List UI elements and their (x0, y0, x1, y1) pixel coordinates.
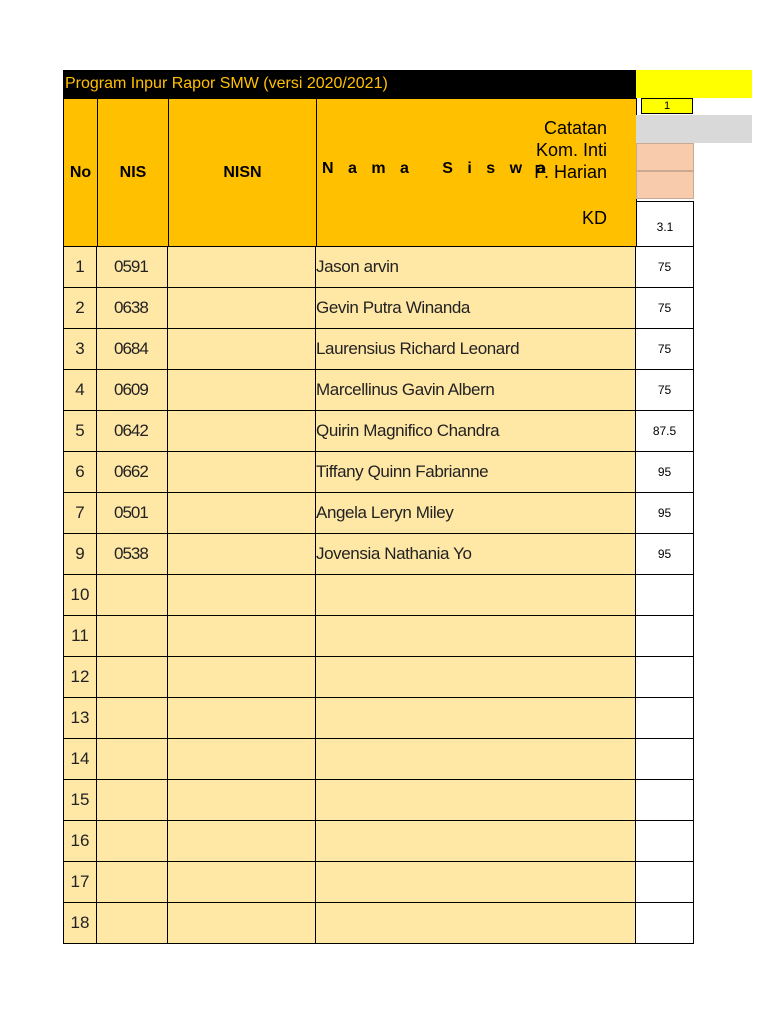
cell-score[interactable]: 75 (636, 329, 694, 370)
table-row (63, 862, 695, 903)
header-kom-inti: Kom. Inti (535, 140, 607, 160)
cell-no[interactable]: 6 (63, 452, 97, 493)
table-row (63, 739, 695, 780)
cell-nisn[interactable] (168, 739, 316, 780)
table-row (63, 534, 695, 575)
cell-student-name[interactable] (316, 821, 636, 862)
cell-score[interactable] (636, 698, 694, 739)
cell-nis[interactable] (97, 903, 168, 944)
cell-no[interactable]: 16 (63, 821, 97, 862)
cell-student-name[interactable]: Quirin Magnifico Chandra (316, 411, 636, 452)
cell-score[interactable]: 95 (636, 493, 694, 534)
cell-nisn[interactable] (168, 698, 316, 739)
cell-student-name[interactable]: Laurensius Richard Leonard (316, 329, 636, 370)
cell-nisn[interactable] (168, 452, 316, 493)
cell-nisn[interactable] (168, 534, 316, 575)
header-no[interactable] (63, 98, 98, 247)
cell-student-name[interactable]: Marcellinus Gavin Albern (316, 370, 636, 411)
cell-no[interactable]: 5 (63, 411, 97, 452)
cell-nis[interactable] (97, 575, 168, 616)
table-row (63, 452, 695, 493)
cell-no[interactable]: 18 (63, 903, 97, 944)
cell-student-name[interactable] (316, 698, 636, 739)
cell-student-name[interactable]: Jovensia Nathania Yo (316, 534, 636, 575)
cell-nisn[interactable] (168, 329, 316, 370)
cell-score[interactable]: 75 (636, 370, 694, 411)
cell-score[interactable] (636, 739, 694, 780)
cell-no[interactable]: 1 (63, 247, 97, 288)
cell-score[interactable]: 87.5 (636, 411, 694, 452)
cell-nis[interactable] (97, 616, 168, 657)
cell-nis[interactable]: 0609 (97, 370, 168, 411)
table-row (63, 247, 695, 288)
cell-student-name[interactable]: Jason arvin (316, 247, 636, 288)
cell-student-name[interactable] (316, 575, 636, 616)
cell-score[interactable] (636, 657, 694, 698)
cell-nis[interactable]: 0501 (97, 493, 168, 534)
cell-no[interactable]: 13 (63, 698, 97, 739)
header-no-label: No (69, 163, 92, 181)
cell-student-name[interactable]: Tiffany Quinn Fabrianne (316, 452, 636, 493)
peach-cell-1[interactable] (636, 143, 694, 171)
kd-value-cell[interactable]: 3.1 (636, 201, 694, 247)
header-nisn[interactable] (168, 98, 317, 247)
cell-nis[interactable]: 0591 (97, 247, 168, 288)
cell-nis[interactable]: 0684 (97, 329, 168, 370)
cell-score[interactable] (636, 616, 694, 657)
cell-nis[interactable] (97, 739, 168, 780)
header-kd: KD (581, 208, 607, 228)
cell-no[interactable]: 11 (63, 616, 97, 657)
cell-nis[interactable] (97, 862, 168, 903)
table-row (63, 370, 695, 411)
cell-score[interactable] (636, 575, 694, 616)
cell-nisn[interactable] (168, 821, 316, 862)
cell-nisn[interactable] (168, 370, 316, 411)
grey-cell[interactable] (636, 115, 752, 143)
header-catatan: Catatan (543, 118, 607, 138)
cell-student-name[interactable] (316, 903, 636, 944)
cell-score[interactable] (636, 780, 694, 821)
cell-nis[interactable]: 0662 (97, 452, 168, 493)
cell-nisn[interactable] (168, 657, 316, 698)
cell-nisn[interactable] (168, 247, 316, 288)
header-nisn-label: NISN (223, 163, 262, 181)
cell-nis[interactable]: 0638 (97, 288, 168, 329)
cell-nis[interactable] (97, 821, 168, 862)
cell-nis[interactable] (97, 780, 168, 821)
cell-student-name[interactable]: Angela Leryn Miley (316, 493, 636, 534)
cell-nisn[interactable] (168, 780, 316, 821)
cell-nisn[interactable] (168, 903, 316, 944)
cell-no[interactable]: 14 (63, 739, 97, 780)
cell-no[interactable]: 7 (63, 493, 97, 534)
cell-student-name[interactable] (316, 657, 636, 698)
peach-cell-2[interactable] (636, 171, 694, 199)
table-row (63, 575, 695, 616)
table-row (63, 903, 695, 944)
header-notes (470, 117, 607, 183)
cell-nisn[interactable] (168, 411, 316, 452)
cell-no[interactable]: 4 (63, 370, 97, 411)
table-row (63, 780, 695, 821)
cell-nisn[interactable] (168, 575, 316, 616)
table-row (63, 698, 695, 739)
cell-no[interactable]: 3 (63, 329, 97, 370)
table-row (63, 493, 695, 534)
cell-nis[interactable]: 0538 (97, 534, 168, 575)
cell-score[interactable] (636, 862, 694, 903)
cell-score[interactable]: 95 (636, 534, 694, 575)
cell-nisn[interactable] (168, 862, 316, 903)
cell-nis[interactable]: 0642 (97, 411, 168, 452)
cell-no[interactable]: 15 (63, 780, 97, 821)
cell-no[interactable]: 10 (63, 575, 97, 616)
cell-student-name[interactable] (316, 862, 636, 903)
cell-nis[interactable] (97, 698, 168, 739)
table-row (63, 821, 695, 862)
cell-student-name[interactable] (316, 616, 636, 657)
header-p-harian: P. Harian (534, 162, 607, 182)
cell-student-name[interactable] (316, 780, 636, 821)
cell-student-name[interactable]: Gevin Putra Winanda (316, 288, 636, 329)
header-name-label: N a m a S i s w a (322, 160, 551, 177)
cell-no[interactable]: 9 (63, 534, 97, 575)
table-row (63, 329, 695, 370)
table-row (63, 288, 695, 329)
cell-student-name[interactable] (316, 739, 636, 780)
cell-nisn[interactable] (168, 616, 316, 657)
table-row (63, 657, 695, 698)
header-nis-label: NIS (119, 163, 147, 181)
highlight-cell[interactable] (636, 70, 752, 98)
table-row (63, 616, 695, 657)
cell-no[interactable]: 2 (63, 288, 97, 329)
table-row (63, 411, 695, 452)
sheet-title: Program Inpur Rapor SMW (versi 2020/2021) (65, 75, 388, 92)
cell-nisn[interactable] (168, 493, 316, 534)
cell-no[interactable]: 17 (63, 862, 97, 903)
cell-no[interactable]: 12 (63, 657, 97, 698)
cell-score[interactable] (636, 821, 694, 862)
cell-nis[interactable] (97, 657, 168, 698)
cell-score[interactable]: 95 (636, 452, 694, 493)
column-index-cell[interactable]: 1 (641, 98, 693, 114)
header-nis[interactable] (97, 98, 169, 247)
cell-score[interactable] (636, 903, 694, 944)
cell-score[interactable]: 75 (636, 247, 694, 288)
cell-nisn[interactable] (168, 288, 316, 329)
cell-score[interactable]: 75 (636, 288, 694, 329)
